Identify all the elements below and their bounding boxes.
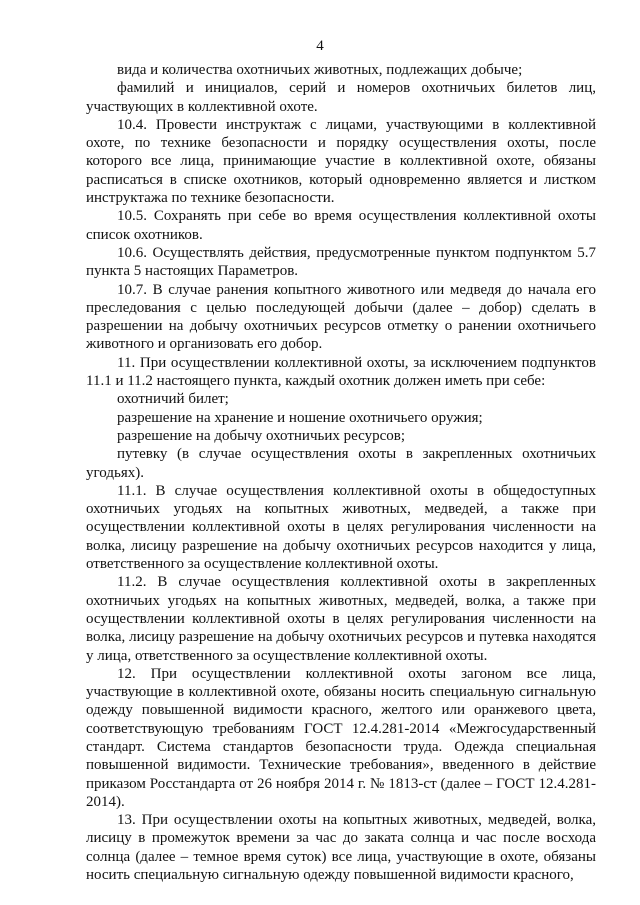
paragraph-10-7: 10.7. В случае ранения копытного животного или медведя до начала его преследования с целью последующей добычи (далее – добор) сделать в разрешении на добычу охотничьих ресурсов отметку о ранении охотничьего животного и организовать его добор.	[86, 281, 596, 353]
paragraph-11: 11. При осуществлении коллективной охоты, за исключением подпунктов 11.1 и 11.2 настоящего пункта, каждый охотник должен иметь при себе:	[86, 354, 596, 390]
paragraph-hunter-names: фамилий и инициалов, серий и номеров охотничьих билетов лиц, участвующих в коллективной охоте.	[86, 80, 596, 115]
paragraph-13: 13. При осуществлении охоты на копытных животных, медведей, волка, лисицу в промежуток времени за час до заката солнца и час после восхода солнца (далее – темное время суток) все лица, участвующие в охоте, обязаны носить специальную сигнальную одежду повышенной видимости красного,	[86, 812, 596, 884]
paragraph-10-6: 10.6. Осуществлять действия, предусмотренные пунктом подпунктом 5.7 пункта 5 настоящих Параметров.	[86, 244, 596, 280]
paragraph-12: 12. При осуществлении коллективной охоты загоном все лица, участвующие в коллективной охоте, обязаны носить специальную сигнальную одежду повышенной видимости красного, желтого или оранжевого цвета, соответствующую требованиям ГОСТ 12.4.281-2014 «Межгосударственный стандарт. Система стандартов безопасности труда. Одежда специальная повышенной видимости. Технические требования», введенного в действие приказом Росстандарта от 26 ноября 2014 г. № 1813-ст (далее – ГОСТ 12.4.281-2014).	[86, 665, 596, 810]
paragraph-10-4: 10.4. Провести инструктаж с лицами, участвующими в коллективной охоте, по технике безопасности и порядку осуществления охоты, после которого все лица, принимающие участие в коллективной охоте, обязаны расписаться в списке охотников, который одновременно является и листком инструктажа по технике безопасности.	[86, 116, 596, 207]
paragraph-10-5: 10.5. Сохранять при себе во время осуществления коллективной охоты список охотников.	[86, 208, 596, 243]
paragraph-11-2: 11.2. В случае осуществления коллективной охоты в закрепленных охотничьих угодьях на копытных животных, медведей, волка, а также при осуществлении коллективной охоты в целях регулирования численности на волка, лисицу разрешение на добычу охотничьих ресурсов и путевка находятся у лица, ответственного за осуществление коллективной охоты.	[86, 574, 596, 664]
paragraph-harvest-permit: разрешение на добычу охотничьих ресурсов;	[117, 427, 406, 444]
paragraph-hunted-species: вида и количества охотничьих животных, подлежащих добыче;	[117, 62, 523, 78]
paragraph-weapon-permit: разрешение на хранение и ношение охотничьего оружия;	[117, 409, 483, 426]
paragraph-voucher: путевку (в случае осуществления охоты в закрепленных охотничьих угодьях).	[86, 446, 596, 481]
paragraph-11-1: 11.1. В случае осуществления коллективной охоты в общедоступных охотничьих угодьях на копытных животных, медведей, а также при осуществлении коллективной охоты в целях регулирования численности на волка, лисицу разрешение на добычу охотничьих ресурсов находится у лица, ответственного за осуществление коллективной охоты.	[86, 482, 596, 573]
document-body	[86, 61, 596, 884]
page-number: 4	[316, 38, 324, 54]
paragraph-hunting-license: охотничий билет;	[117, 391, 229, 408]
